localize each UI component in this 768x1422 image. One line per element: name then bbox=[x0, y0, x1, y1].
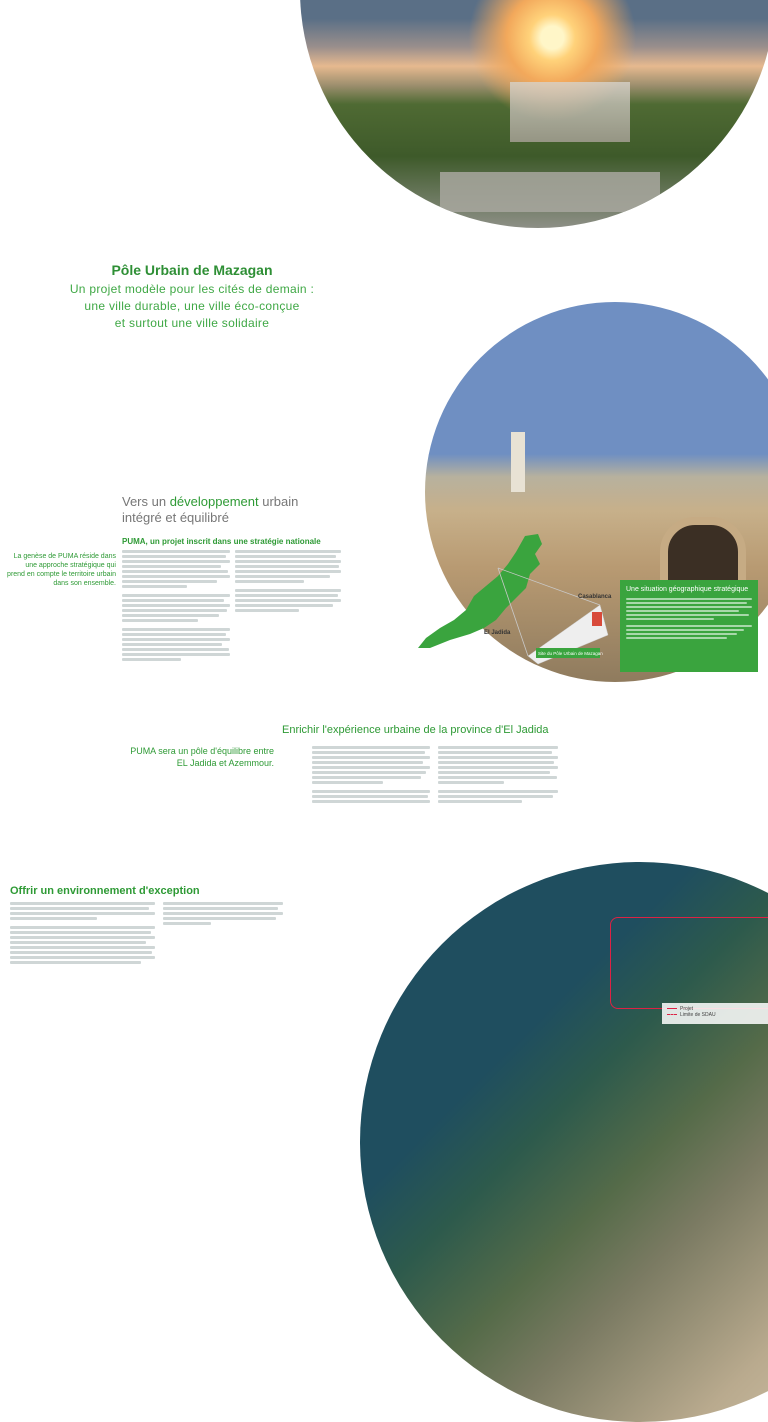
section3-side-quote: PUMA sera un pôle d'équilibre entre EL Jadida et Azemmour. bbox=[130, 746, 274, 768]
photo-plaza bbox=[440, 172, 660, 212]
aerial-photo bbox=[360, 862, 768, 1422]
map-caption: Site du Pôle Urbain de Mazagan bbox=[538, 651, 603, 656]
morocco-map bbox=[410, 530, 640, 670]
section3-heading: Enrichir l'expérience urbaine de la province d'El Jadida bbox=[282, 724, 549, 736]
morocco-shape bbox=[418, 534, 542, 648]
section1-subtitle-line1: Un projet modèle pour les cités de demain : bbox=[69, 282, 315, 296]
section1-subtitle-line2: une ville durable, une ville éco-conçue bbox=[84, 299, 300, 313]
section1-subtitle-line3: et surtout une ville solidaire bbox=[114, 316, 270, 330]
section4-body-col1 bbox=[10, 902, 155, 966]
section4-body-col2 bbox=[163, 902, 283, 927]
box-title: Une situation géographique stratégique bbox=[626, 586, 749, 593]
heading-accent: développement bbox=[169, 494, 259, 509]
legend-item-project: Projet bbox=[667, 1006, 763, 1012]
section2-side-quote: La genèse de PUMA réside dans une approche stratégique qui prend en compte le territoire urbain dans son ensemble. bbox=[7, 553, 116, 587]
strategic-location-box bbox=[620, 580, 758, 672]
map-label-eljadida: El Jadida bbox=[484, 630, 511, 636]
hero-photo-sunset bbox=[300, 0, 768, 228]
heading-pre: Vers un bbox=[122, 494, 170, 509]
project-outline bbox=[610, 917, 768, 1009]
section3-body-col1 bbox=[312, 746, 430, 805]
heading-post: urbain bbox=[258, 494, 299, 509]
section2-body-col1 bbox=[122, 550, 230, 663]
section4-heading: Offrir un environnement d'exception bbox=[10, 885, 200, 897]
heading-line2: intégré et équilibré bbox=[122, 510, 229, 525]
section2-subheading: PUMA, un projet inscrit dans une stratégie nationale bbox=[122, 537, 321, 546]
photo-buildings bbox=[510, 82, 630, 142]
section1-title: Pôle Urbain de Mazagan bbox=[111, 262, 273, 278]
section1-text bbox=[22, 250, 362, 368]
section3-body-col2 bbox=[438, 746, 558, 805]
legend-item-sdau: Limite de SDAU bbox=[667, 1012, 763, 1018]
casablanca-marker bbox=[592, 612, 602, 626]
section2-body-col2 bbox=[235, 550, 341, 614]
map-label-casablanca: Casablanca bbox=[578, 594, 612, 600]
map-legend bbox=[662, 1003, 768, 1024]
photo-minaret bbox=[511, 432, 525, 492]
section2-heading bbox=[122, 494, 298, 526]
